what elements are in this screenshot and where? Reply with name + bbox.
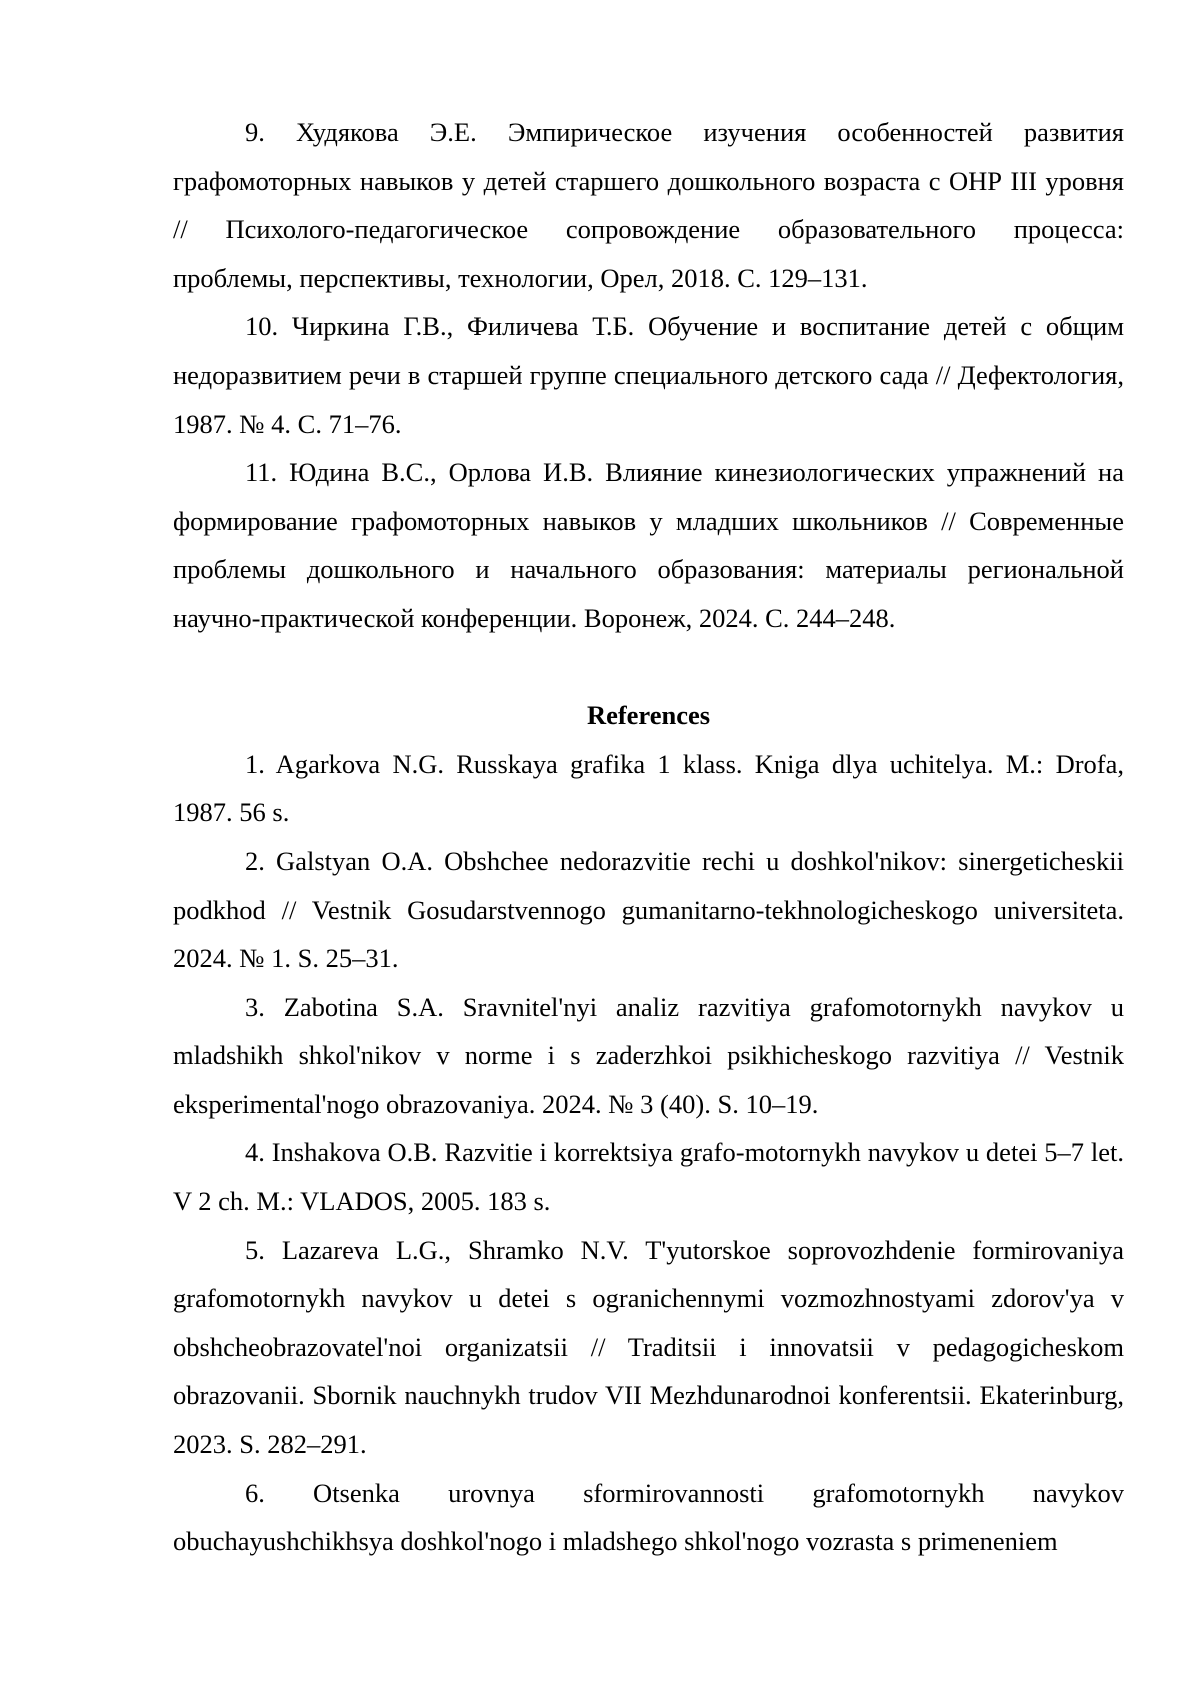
reference-entry-4: 4. Inshakova O.B. Razvitie i korrektsiya grafo-motornykh navykov u detei 5–7 let. V 2 ch. M.: VLADOS, 2005. 183 s. bbox=[173, 1137, 1124, 1217]
reference-entry-2: 2. Galstyan O.A. Obshchee nedorazvitie rechi u doshkol'nikov: sinergeticheskii podkhod // Vestnik Gosudarstvennogo gumanitarno-tekhnologicheskogo universiteta. 2024. № 1. S. 25–31. bbox=[173, 845, 1124, 974]
bibliography-entry-11: 11. Юдина В.С., Орлова И.В. Влияние кинезиологических упражнений на формирование графомоторных навыков у младших школьников // Современные проблемы дошкольного и начального образования: материалы региональной научно-практической конференции. Воронеж, 2024. С. 244–248. bbox=[173, 457, 1124, 633]
reference-entry-3: 3. Zabotina S.A. Sravnitel'nyi analiz razvitiya grafomotornykh navykov u mladshikh shkol'nikov v norme i s zaderzhkoi psikhicheskogo razvitiya // Vestnik eksperimental'nogo obrazovaniya. 2024. № 3 (40). S. 10–19. bbox=[173, 991, 1124, 1119]
reference-entry-5: 5. Lazareva L.G., Shramko N.V. T'yutorskoe soprovozhdenie formirovaniya grafomotornykh navykov u detei s ogranichennymi vozmozhnostyami zdorov'ya v obshcheobrazovatel'noi organizatsii // Traditsii i innovatsii v pedagogicheskom obrazovanii. Sbornik nauchnykh trudov VII Mezhdunarodnoi konferentsii. Ekaterinburg, 2023. S. 282–291. bbox=[173, 1234, 1124, 1460]
bibliography-entry-9: 9. Худякова Э.Е. Эмпирическое изучения особенностей развития графомоторных навыков у детей старшего дошкольного возраста с ОНР III уровня // Психолого-педагогическое сопровождение образовательного процесса: проблемы, перспективы, технологии, Орел, 2018. С. 129–131. bbox=[173, 117, 1124, 293]
bibliography-entry-10: 10. Чиркина Г.В., Филичева Т.Б. Обучение и воспитание детей с общим недоразвитием речи в старшей группе специального детского сада // Дефектология, 1987. № 4. С. 71–76. bbox=[173, 311, 1124, 439]
reference-entry-6: 6. Otsenka urovnya sformirovannosti grafomotornykh navykov obuchayushchikhsya doshkol'nogo i mladshego shkol'nogo vozrasta s primeneniem bbox=[173, 1477, 1124, 1557]
section-spacer bbox=[173, 643, 1124, 692]
document-body bbox=[173, 108, 1124, 1566]
reference-entry-1: 1. Agarkova N.G. Russkaya grafika 1 klass. Kniga dlya uchitelya. M.: Drofa, 1987. 56 s. bbox=[173, 748, 1124, 828]
references-heading: References bbox=[586, 700, 711, 731]
